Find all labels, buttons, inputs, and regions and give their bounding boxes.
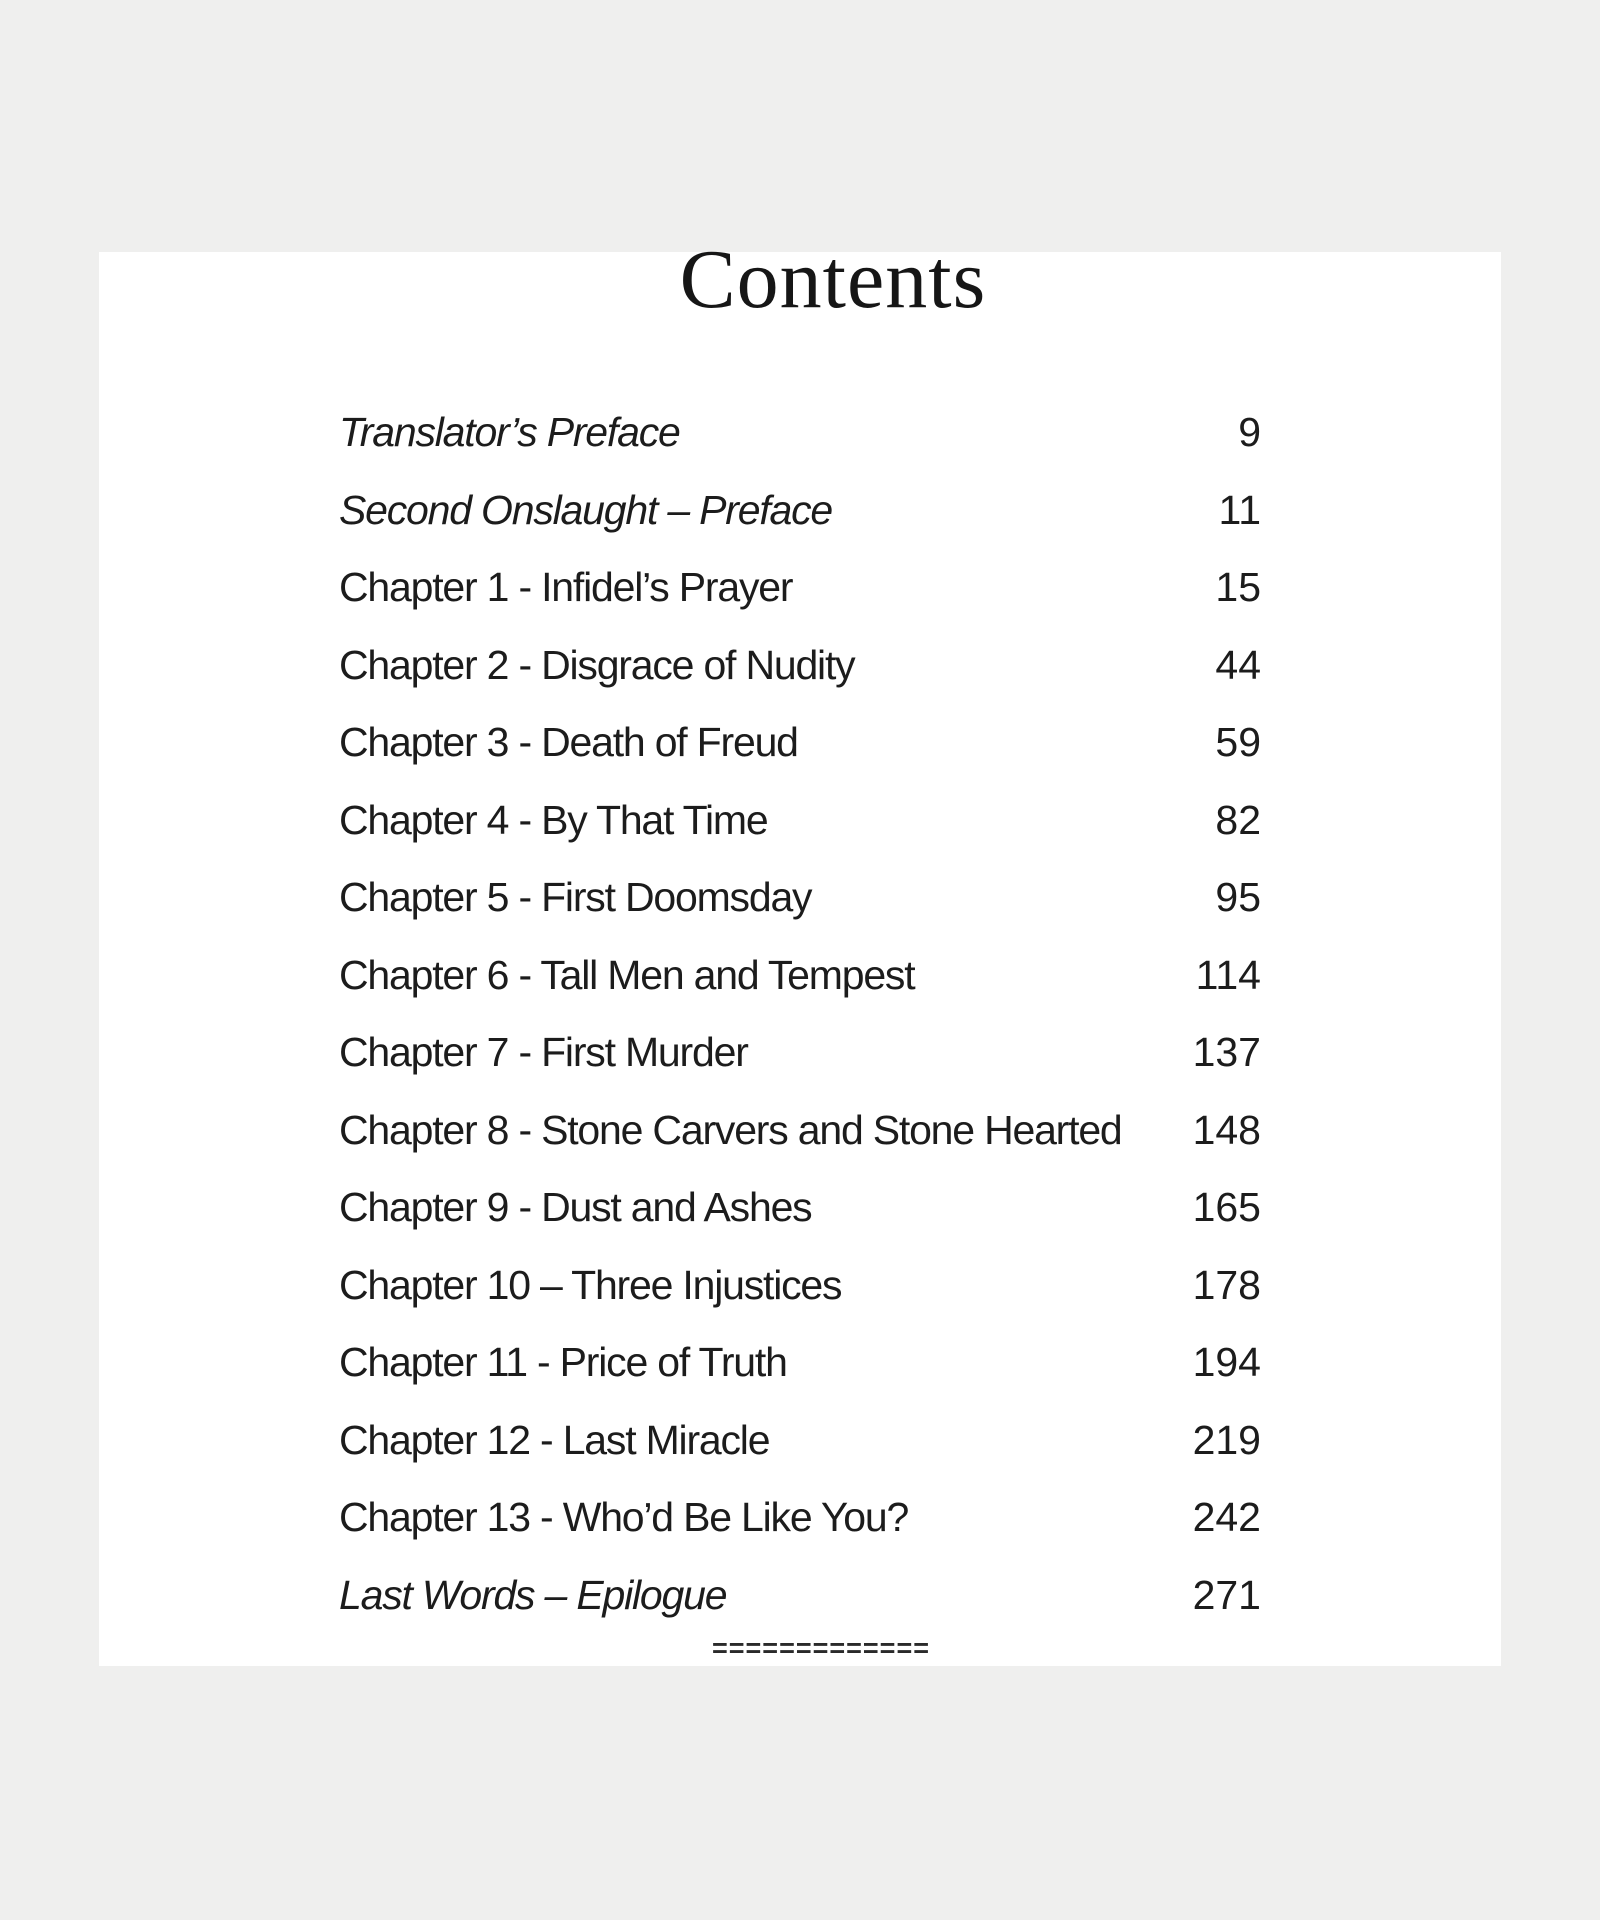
toc-row [339,1557,1261,1635]
toc-entry-page: 44 [1215,641,1261,688]
toc-entry-page: 165 [1192,1184,1261,1230]
toc-list [99,394,1501,1634]
toc-entry-page: 114 [1195,951,1261,998]
toc-entry-title: Translator’s Preface [339,409,680,455]
toc-entry-page: 194 [1192,1339,1261,1385]
page-title: Contents [679,233,987,326]
toc-row [339,937,1261,1015]
toc-entry-page: 95 [1215,874,1261,920]
toc-entry-title: Chapter 12 - Last Miracle [339,1416,770,1463]
toc-row [339,1247,1261,1325]
toc-entry-page: 9 [1238,409,1261,455]
section-separator: ============= [712,1633,930,1663]
toc-entry-title: Last Words – Epilogue [339,1571,727,1618]
toc-row [339,1014,1261,1092]
toc-entry-page: 82 [1215,796,1261,843]
toc-entry-page: 271 [1192,1571,1261,1618]
toc-entry-page: 178 [1192,1261,1261,1308]
toc-entry-title: Chapter 1 - Infidel’s Prayer [339,564,793,610]
toc-entry-page: 137 [1192,1029,1261,1075]
toc-row [339,1402,1261,1480]
toc-row [339,1169,1261,1247]
toc-row [339,394,1261,472]
toc-entry-title: Chapter 5 - First Doomsday [339,874,812,920]
contents-page [99,233,1501,1666]
toc-entry-title: Chapter 2 - Disgrace of Nudity [339,641,855,688]
toc-entry-page: 242 [1192,1494,1261,1540]
toc-row [339,1092,1261,1170]
toc-entry-title: Chapter 7 - First Murder [339,1029,748,1075]
toc-entry-title: Chapter 3 - Death of Freud [339,719,798,765]
toc-row [339,549,1261,627]
toc-entry-page: 59 [1215,719,1261,765]
toc-entry-title: Chapter 13 - Who’d Be Like You? [339,1494,909,1540]
toc-row [339,704,1261,782]
toc-entry-title: Chapter 9 - Dust and Ashes [339,1184,812,1230]
toc-row [339,627,1261,705]
toc-entry-title: Chapter 11 - Price of Truth [339,1339,787,1385]
toc-entry-title: Chapter 6 - Tall Men and Tempest [339,951,915,998]
toc-entry-page: 219 [1192,1416,1261,1463]
toc-row [339,472,1261,550]
toc-row [339,1479,1261,1557]
toc-entry-title: Second Onslaught – Preface [339,486,833,533]
toc-entry-title: Chapter 4 - By That Time [339,796,768,843]
toc-entry-page: 148 [1192,1106,1261,1153]
toc-entry-title: Chapter 8 - Stone Carvers and Stone Hearted [339,1106,1122,1153]
toc-entry-page: 11 [1218,486,1261,533]
toc-row [339,1324,1261,1402]
toc-entry-title: Chapter 10 – Three Injustices [339,1261,842,1308]
toc-row [339,782,1261,860]
toc-row [339,859,1261,937]
toc-entry-page: 15 [1215,564,1261,610]
